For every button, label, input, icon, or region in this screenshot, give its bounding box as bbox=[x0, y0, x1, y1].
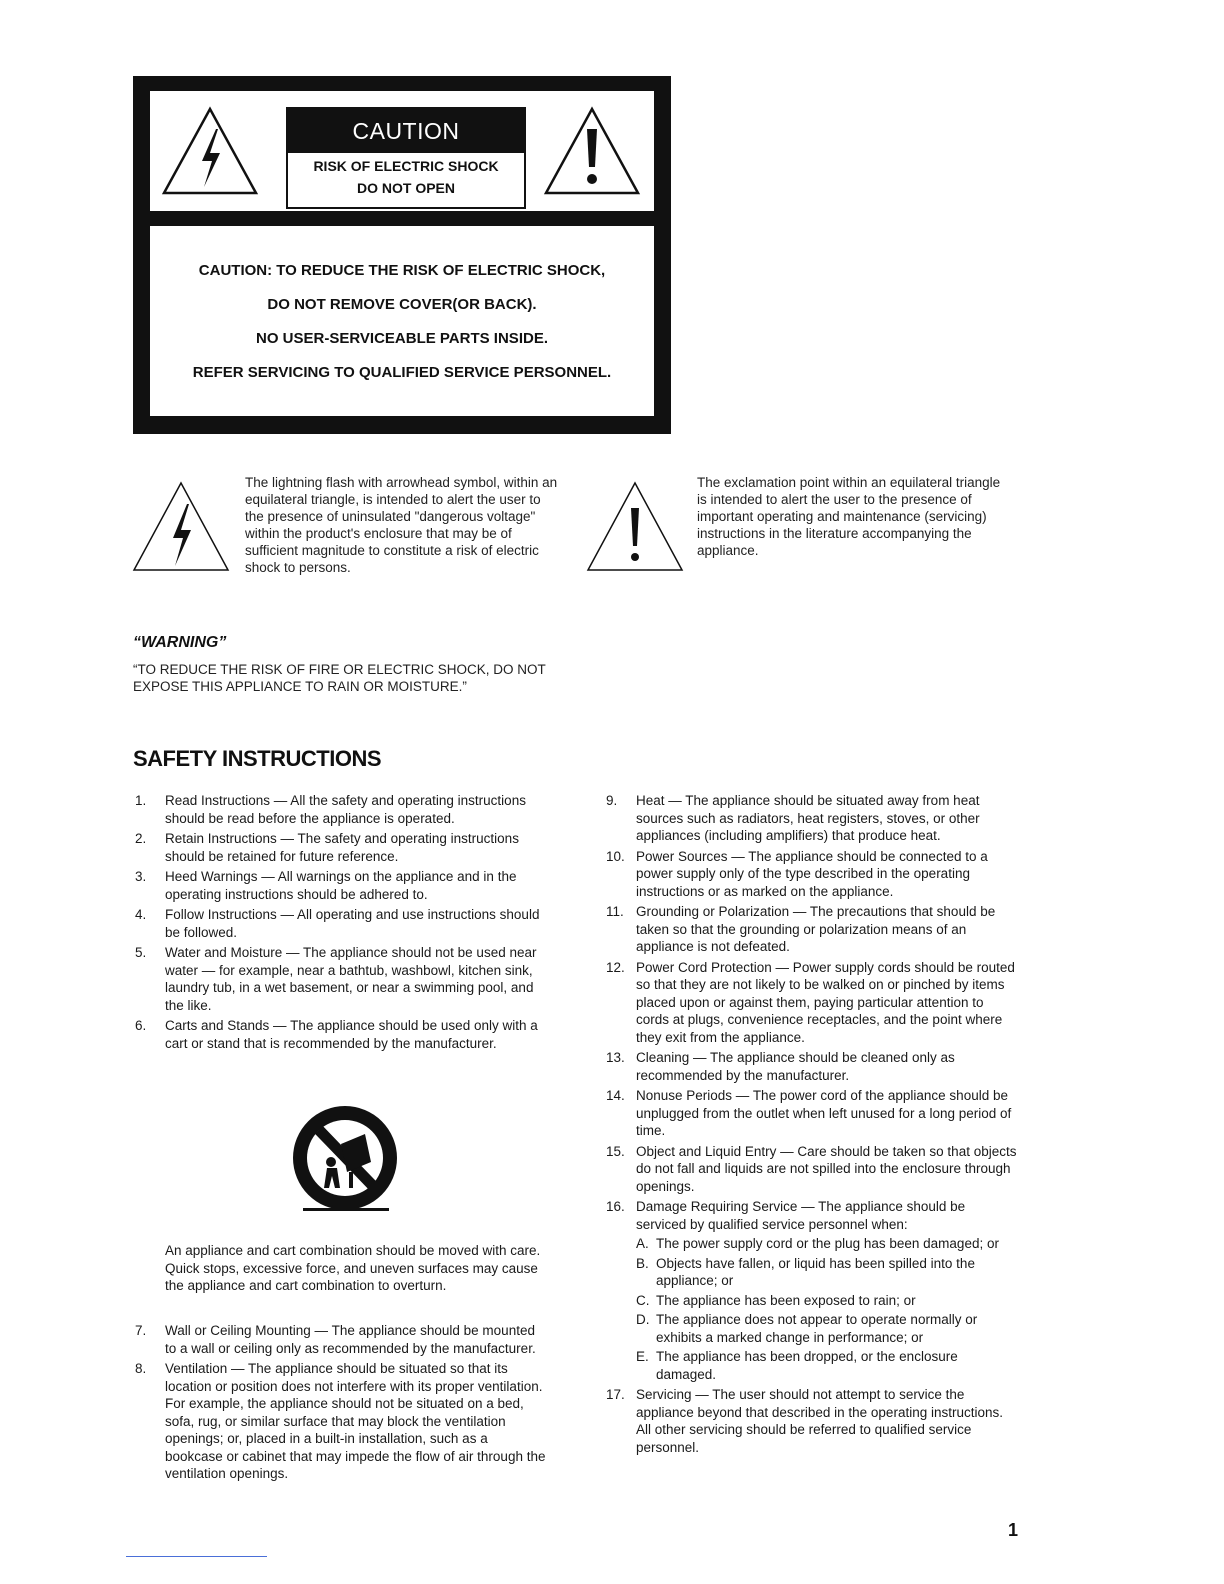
exclamation-warning-icon bbox=[585, 480, 685, 574]
footer-rule bbox=[126, 1556, 267, 1557]
safety-item bbox=[135, 830, 547, 865]
caution-label bbox=[286, 107, 526, 209]
safety-item bbox=[606, 1087, 1018, 1140]
sub-item bbox=[636, 1311, 1018, 1346]
item-text: Power Sources — The appliance should be connected to a power supply only of the type described in the operating instructions or as marked on the appliance. bbox=[636, 848, 988, 899]
item-text: Read Instructions — All the safety and operating instructions should be read before the appliance is operated. bbox=[165, 793, 526, 826]
item-text: Power Cord Protection — Power supply cords should be routed so that they are not likely to be walked on or pinched by items placed upon or against them, paying particular attention to cords at plugs, convenience receptacles, and the point where they exit from the appliance. bbox=[636, 959, 1015, 1045]
safety-item bbox=[606, 1386, 1018, 1456]
item-number: 11. bbox=[606, 904, 624, 919]
item-number: 5. bbox=[135, 945, 147, 960]
warning-heading: “WARNING” bbox=[133, 634, 227, 651]
item-number: 10. bbox=[606, 848, 625, 864]
safety-item bbox=[606, 1049, 1018, 1084]
exclamation-symbol-explanation: The exclamation point within an equilateral triangle is intended to alert the user to the presence of important operating and maintenance (servicing) instructions in the literature accompanying the appliance. bbox=[697, 475, 1001, 558]
caution-line: NO USER-SERVICEABLE PARTS INSIDE. bbox=[256, 330, 548, 347]
sub-item bbox=[636, 1255, 1018, 1290]
item-number: 13. bbox=[606, 1050, 625, 1065]
safety-item bbox=[135, 906, 547, 941]
caution-text-panel bbox=[150, 226, 654, 416]
item-text: Wall or Ceiling Mounting — The appliance should be mounted to a wall or ceiling only as recommended by the manufacturer. bbox=[165, 1323, 536, 1356]
warning-text: “TO REDUCE THE RISK OF FIRE OR ELECTRIC SHOCK, DO NOT EXPOSE THIS APPLIANCE TO RAIN OR MOISTURE.” bbox=[133, 662, 546, 694]
cart-tip-over-icon bbox=[285, 1100, 405, 1218]
item-number: 12. bbox=[606, 959, 625, 975]
item-text: Nonuse Periods — The power cord of the appliance should be unplugged from the outlet when left unused for a long period of time. bbox=[636, 1088, 1012, 1138]
caution-line: CAUTION: TO REDUCE THE RISK OF ELECTRIC SHOCK, bbox=[198, 262, 606, 279]
item-text: Ventilation — The appliance should be situated so that its location or position does not interfere with its proper ventilation. For example, the appliance should not be situated on a bed, sofa, rug, or similar surface that may block the ventilation openings; or, placed in a built-in installation, such as a bookcase or cabinet that may impede the flow of air through the ventilation openings. bbox=[165, 1361, 546, 1481]
safety-item bbox=[135, 792, 547, 827]
caution-top-panel bbox=[150, 91, 654, 211]
sub-item-letter: A. bbox=[636, 1236, 649, 1251]
safety-item bbox=[135, 1360, 547, 1483]
safety-heading: SAFETY INSTRUCTIONS bbox=[133, 746, 382, 771]
item-text: Heed Warnings — All warnings on the appliance and in the operating instructions should be adhered to. bbox=[165, 869, 517, 902]
safety-left-column-2 bbox=[135, 1322, 547, 1486]
safety-item bbox=[606, 1198, 1018, 1383]
sub-item bbox=[636, 1235, 1018, 1253]
item-number: 7. bbox=[135, 1323, 147, 1338]
item-number: 2. bbox=[135, 831, 147, 846]
sub-item-text: The appliance does not appear to operate normally or exhibits a marked change in performance; or bbox=[656, 1312, 978, 1345]
sub-item-text: The appliance has been exposed to rain; or bbox=[656, 1292, 916, 1308]
item-number: 3. bbox=[135, 869, 147, 884]
sub-item-letter: C. bbox=[636, 1292, 650, 1308]
sub-item-letter: E. bbox=[636, 1349, 649, 1364]
item-number: 6. bbox=[135, 1018, 147, 1033]
item-text: Follow Instructions — All operating and use instructions should be followed. bbox=[165, 907, 540, 940]
sub-item-letter: B. bbox=[636, 1255, 649, 1271]
item-number: 17. bbox=[606, 1387, 625, 1402]
safety-left-column bbox=[135, 792, 547, 1055]
sub-item bbox=[636, 1348, 1018, 1383]
safety-item bbox=[135, 868, 547, 903]
safety-item bbox=[606, 903, 1018, 956]
caution-box bbox=[133, 76, 671, 434]
item-number: 1. bbox=[135, 793, 147, 808]
caution-label-line1: RISK OF ELECTRIC SHOCK bbox=[313, 158, 499, 174]
sub-item-text: The power supply cord or the plug has been damaged; or bbox=[656, 1236, 999, 1251]
item-text: Object and Liquid Entry — Care should be taken so that objects do not fall and liquids are not spilled into the enclosure through openings. bbox=[636, 1143, 1017, 1194]
safety-item bbox=[135, 1322, 547, 1357]
safety-item bbox=[606, 792, 1018, 845]
item-number: 9. bbox=[606, 793, 618, 808]
lightning-warning-icon bbox=[160, 105, 260, 197]
item-text: Servicing — The user should not attempt to service the appliance beyond that described in the operating instructions. All other servicing should be referred to qualified service personnel. bbox=[636, 1387, 1003, 1455]
exclamation-warning-icon bbox=[542, 105, 642, 197]
item-text: Carts and Stands — The appliance should be used only with a cart or stand that is recommended by the manufacturer. bbox=[165, 1018, 538, 1051]
item-number: 15. bbox=[606, 1143, 625, 1159]
sub-item-text: The appliance has been dropped, or the enclosure damaged. bbox=[656, 1349, 958, 1382]
cart-caption: An appliance and cart combination should be moved with care. Quick stops, excessive force, and uneven surfaces may cause the appliance and cart combination to overturn. bbox=[165, 1243, 541, 1293]
item-number: 4. bbox=[135, 907, 147, 922]
caution-line: REFER SERVICING TO QUALIFIED SERVICE PERSONNEL. bbox=[192, 364, 612, 381]
item-text: Heat — The appliance should be situated away from heat sources such as radiators, heat registers, stoves, or other appliances (including amplifiers) that produce heat. bbox=[636, 793, 980, 843]
safety-item bbox=[606, 848, 1018, 901]
safety-item bbox=[135, 944, 547, 1014]
lightning-symbol-explanation: The lightning flash with arrowhead symbol, within an equilateral triangle, is intended to alert the user to the presence of uninsulated "dangerous voltage" within the product's enclosure that may be of sufficient magnitude to constitute a risk of electric shock to persons. bbox=[245, 475, 558, 575]
item-text: Grounding or Polarization — The precautions that should be taken so that the grounding or polarization means of an appliance is not defeated. bbox=[636, 904, 996, 954]
item-text: Retain Instructions — The safety and operating instructions should be retained for future reference. bbox=[165, 831, 519, 864]
sub-item bbox=[636, 1292, 1018, 1310]
item-text: Water and Moisture — The appliance should not be used near water — for example, near a bathtub, washbowl, kitchen sink, laundry tub, in a wet basement, or near a swimming pool, and the like. bbox=[165, 945, 537, 1013]
sub-item-letter: D. bbox=[636, 1312, 650, 1327]
lightning-warning-icon bbox=[131, 480, 231, 574]
sub-item-text: Objects have fallen, or liquid has been spilled into the appliance; or bbox=[656, 1255, 975, 1288]
page-number: 1 bbox=[1008, 1520, 1019, 1540]
item-text: Damage Requiring Service — The appliance should be serviced by qualified service personnel when: bbox=[636, 1199, 966, 1232]
safety-item bbox=[606, 1143, 1018, 1196]
safety-item bbox=[135, 1017, 547, 1052]
item-text: Cleaning — The appliance should be cleaned only as recommended by the manufacturer. bbox=[636, 1050, 955, 1083]
caution-title: CAUTION bbox=[288, 109, 524, 153]
caution-line: DO NOT REMOVE COVER(OR BACK). bbox=[267, 296, 537, 313]
safety-right-column bbox=[606, 792, 1018, 1459]
item-number: 14. bbox=[606, 1088, 625, 1103]
caution-label-line2: DO NOT OPEN bbox=[356, 180, 455, 196]
safety-item bbox=[606, 959, 1018, 1047]
item-number: 8. bbox=[135, 1361, 147, 1376]
item-number: 16. bbox=[606, 1199, 625, 1214]
